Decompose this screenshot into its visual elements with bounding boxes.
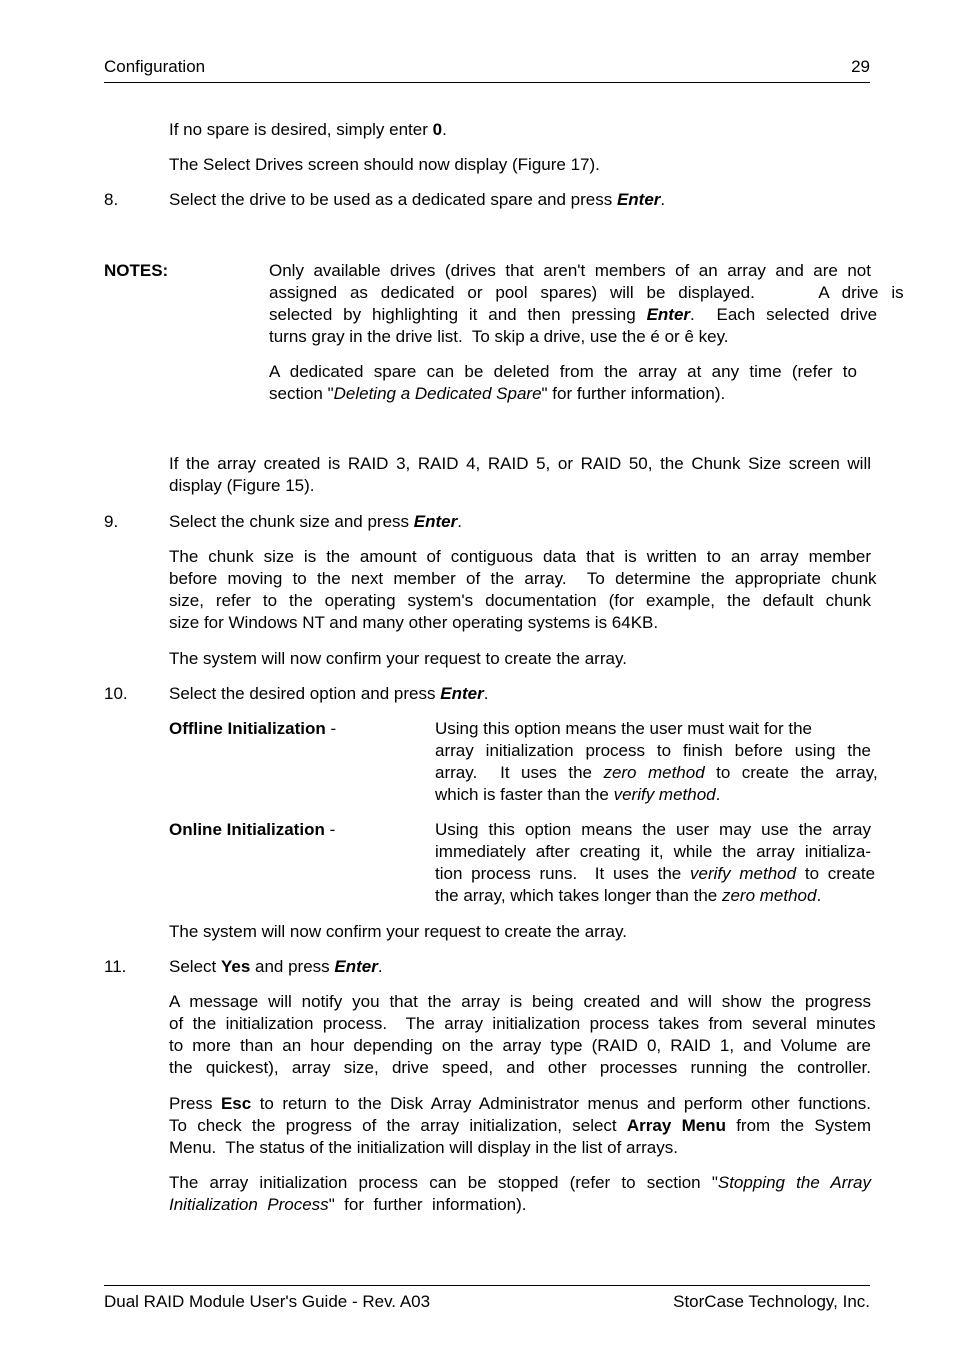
notes-paragraph-1: Only available drives (drives that aren't members of an array and are not assigned as dedicated or pool spares) will be displayed. A drive is selected by highlighting it and then pressing Enter. Each selected drive turns gray in the drive list. To skip a drive, use the é or ê key. — [269, 261, 904, 346]
step-11-number: 11. — [104, 957, 127, 976]
step-10-text: Select the desired option and press Enter. — [169, 684, 489, 703]
step-9-number: 9. — [104, 512, 119, 531]
online-initialization-label: Online Initialization - — [169, 820, 336, 839]
offline-initialization-label: Offline Initialization - — [169, 719, 337, 738]
chunk-size-description: The chunk size is the amount of contiguous data that is written to an array member before moving to the next member of the array. To determine the appropriate chunk size, refer to the operating system's documentation (for example, the default chunk size for Windows NT and many other operating systems is 64KB. — [169, 547, 877, 632]
stop-initialization-paragraph: The array initialization process can be stopped (refer to section "Stopping the Array Initialization Process" for further information). — [169, 1173, 871, 1214]
notes-label: NOTES: — [104, 261, 169, 280]
step-8-number: 8. — [104, 190, 119, 209]
header-rule — [104, 82, 870, 83]
footer-rule — [104, 1285, 870, 1286]
esc-instructions-paragraph: Press Esc to return to the Disk Array Administrator menus and perform other functions. To check the progress of the array initialization, select Array Menu from the System Menu. The status of the initialization will display in the list of arrays. — [169, 1094, 871, 1157]
step-9-text: Select the chunk size and press Enter. — [169, 512, 462, 531]
chunk-size-intro: If the array created is RAID 3, RAID 4, RAID 5, or RAID 50, the Chunk Size screen will display (Figure 15). — [169, 454, 871, 495]
footer-company: StorCase Technology, Inc. — [673, 1292, 870, 1311]
step-10-number: 10. — [104, 684, 128, 703]
progress-message-paragraph: A message will notify you that the array is being created and will show the progress of the initialization process. The array initialization process takes from several minutes to more than an hour depending on the array type (RAID 0, RAID 1, and Volume are the quickest), array size, drive speed, and other processes running the controller. — [169, 992, 876, 1077]
select-drives-line: The Select Drives screen should now display (Figure 17). — [169, 155, 600, 174]
step-9-confirm: The system will now confirm your request to create the array. — [169, 649, 627, 668]
page-number: 29 — [851, 57, 870, 76]
online-initialization-description: Using this option means the user may use the array immediately after creating it, while the array initializa- tion process runs. It uses the verify method to create the array, which takes longer than the zero method. — [435, 820, 876, 905]
offline-initialization-description: Using this option means the user must wait for the array initialization process to finish before using the array. It uses the zero method to create the array, which is faster than the verify method. — [435, 719, 878, 804]
step-8-text: Select the drive to be used as a dedicated spare and press Enter. — [169, 190, 666, 209]
running-header-section: Configuration — [104, 57, 206, 76]
no-spare-line: If no spare is desired, simply enter 0. — [169, 120, 447, 139]
footer-guide-title: Dual RAID Module User's Guide - Rev. A03 — [104, 1292, 431, 1311]
step-11-text: Select Yes and press Enter. — [169, 957, 383, 976]
step-10-confirm: The system will now confirm your request to create the array. — [169, 922, 627, 941]
notes-paragraph-2: A dedicated spare can be deleted from the array at any time (refer to section "Deleting a Dedicated Spare" for further information). — [269, 362, 857, 403]
